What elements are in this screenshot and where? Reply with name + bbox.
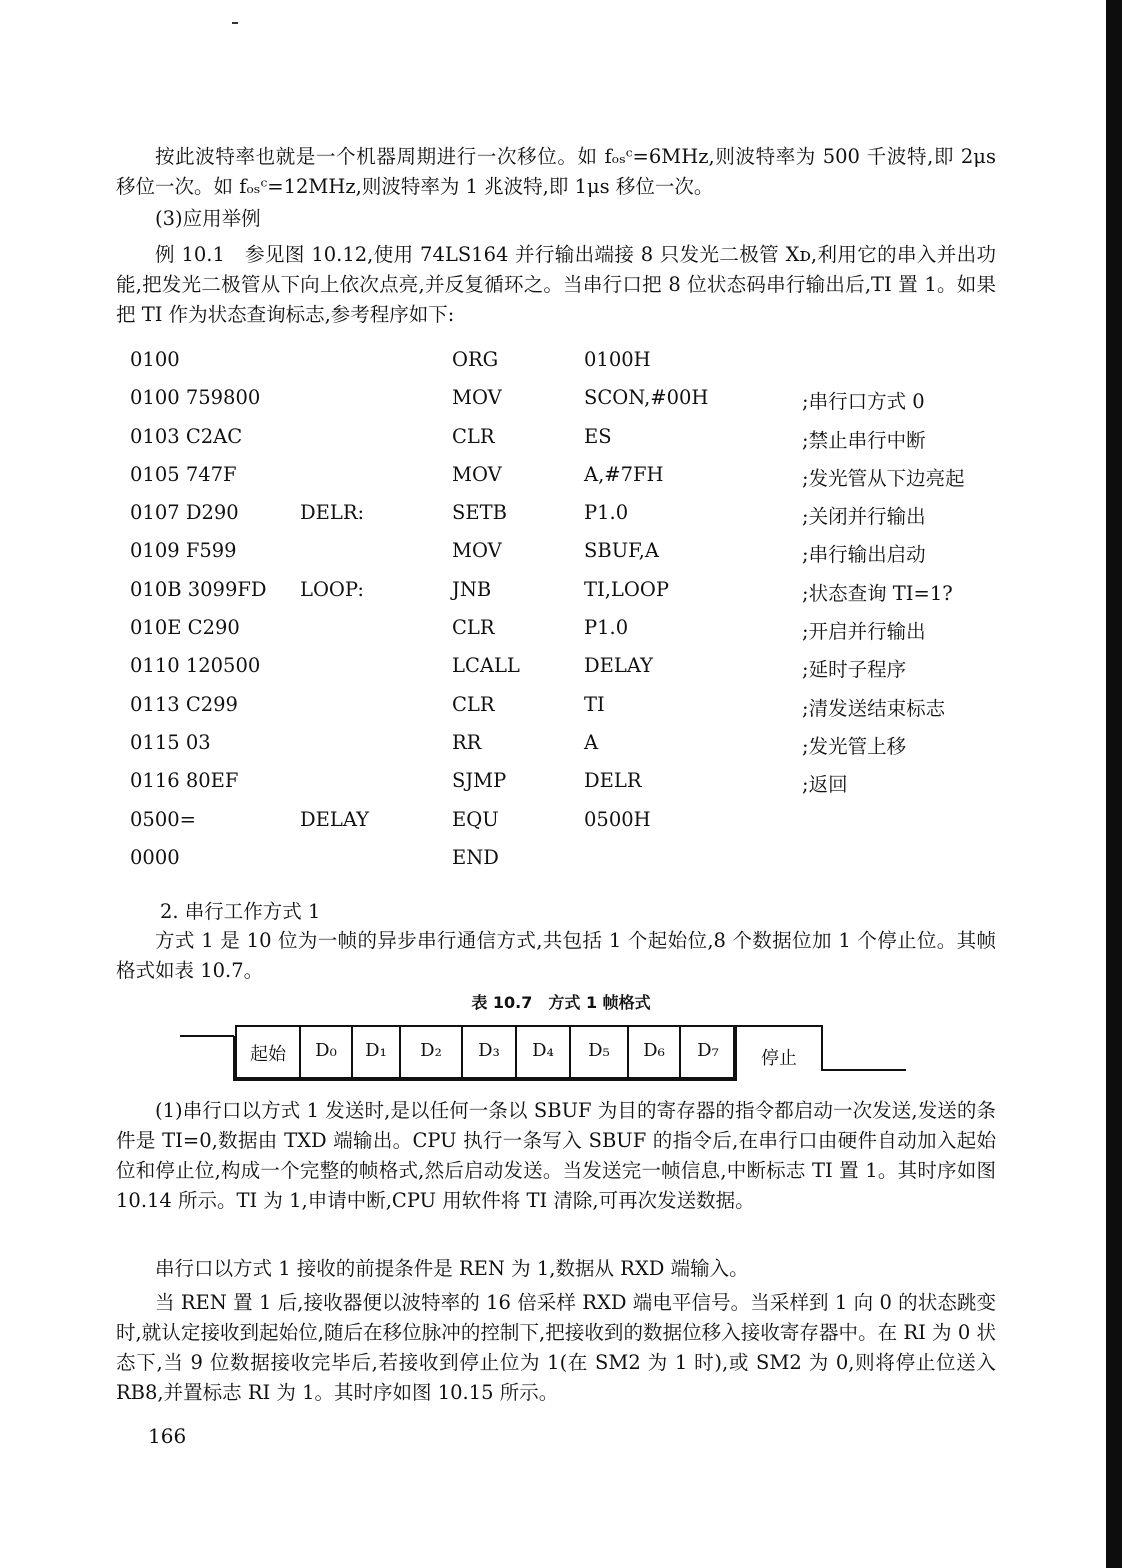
code-comment: ;关闭并行输出 [802, 505, 926, 529]
frame-cell-d5: D₅ [588, 1040, 610, 1061]
code-row [130, 497, 1000, 535]
frame-cell-d0: D₀ [315, 1040, 337, 1061]
section-heading: 2. 串行工作方式 1 [160, 900, 321, 923]
assembly-listing [130, 344, 1000, 880]
code-address: 010E C290 [130, 616, 240, 640]
code-row [130, 421, 1000, 459]
code-comment: ;串行输出启动 [802, 543, 926, 567]
code-opcode: END [452, 845, 499, 869]
code-opcode: CLR [452, 616, 495, 640]
code-opcode: EQU [452, 807, 499, 831]
code-opcode: ORG [452, 348, 499, 371]
frame-cell-start: 起始 [250, 1044, 286, 1065]
code-operand: A [584, 730, 599, 754]
code-address: 0116 80EF [130, 769, 239, 793]
paragraph-example-10-1: 例 10.1 参见图 10.12,使用 74LS164 并行输出端接 8 只发光二极管 Xᴅ,利用它的串入并出功能,把发光二极管从下向上依次点亮,并反复循环之。当串行口把 8 位状态码串行输出后,TI 置 1。如果把 TI 作为状态查询标志,参考程序如下: [116, 243, 996, 326]
code-operand: P1.0 [584, 616, 629, 640]
code-comment: ;串行口方式 0 [802, 390, 925, 414]
code-row [130, 727, 1000, 765]
code-comment: ;发光管上移 [802, 734, 907, 758]
paragraph-baud-rate: 按此波特率也就是一个机器周期进行一次移位。如 fₒₛᶜ=6MHz,则波特率为 500 千波特,即 2μs 移位一次。如 fₒₛᶜ=12MHz,则波特率为 1 兆波特,即 1μs 移位一次。 [116, 145, 996, 198]
code-opcode: MOV [452, 539, 502, 563]
frame-cell-d4: D₄ [532, 1040, 554, 1061]
code-address: 0100 759800 [130, 386, 261, 410]
code-address: 0113 C299 [130, 692, 238, 716]
scan-border [1106, 0, 1122, 1568]
code-address: 0105 747F [130, 462, 237, 486]
code-opcode: MOV [452, 386, 502, 410]
frame-cell-d7: D₇ [697, 1040, 719, 1061]
code-comment: ;延时子程序 [802, 658, 907, 682]
frame-cell-d3: D₃ [478, 1040, 500, 1061]
code-opcode: CLR [452, 424, 495, 448]
code-operand: 0100H [584, 348, 651, 371]
code-opcode: LCALL [452, 654, 520, 678]
code-comment: ;清发送结束标志 [802, 696, 946, 720]
code-row [130, 650, 1000, 688]
code-row [130, 459, 1000, 497]
paragraph-mode1-transmit: (1)串行口以方式 1 发送时,是以任何一条以 SBUF 为目的寄存器的指令都启动一次发送,发送的条件是 TI=0,数据由 TXD 端输出。CPU 执行一条写入 SBUF 的指令后,在串行口由硬件自动加入起始位和停止位,构成一个完整的帧格式,然后启动发送。当发送完一帧信息,中断标志 TI 置 1。其时序如图 10.14 所示。TI 为 1,申请中断,CPU 用软件将 TI 清除,可再次发送数据。 [116, 1099, 996, 1212]
scan-speck [232, 22, 238, 24]
code-comment: ;状态查询 TI=1? [802, 581, 953, 605]
code-operand: P1.0 [584, 501, 629, 525]
code-operand: 0500H [584, 807, 651, 831]
code-label: DELR: [300, 501, 365, 525]
paragraph-mode1-receive: 当 REN 置 1 后,接收器便以波特率的 16 倍采样 RXD 端电平信号。当采样到 1 向 0 的状态跳变时,就认定接收到起始位,随后在移位脉冲的控制下,把接收到的数据位移入接收寄存器中。在 RI 为 0 状态下,当 9 位数据接收完毕后,若接收到停止位为 1(在 SM2 为 1 时),或 SM2 为 0,则将停止位送入 RB8,并置标志 RI 为 1。其时序如图 10.15 所示。 [116, 1291, 996, 1404]
code-opcode: JNB [452, 577, 492, 601]
code-opcode: MOV [452, 462, 502, 486]
code-operand: SBUF,A [584, 539, 659, 563]
code-operand: TI [584, 692, 605, 716]
table-title: 表 10.7 方式 1 帧格式 [471, 993, 651, 1012]
code-address: 0107 D290 [130, 501, 239, 525]
frame-cell-d1: D₁ [365, 1040, 387, 1061]
code-address: 0100 [130, 348, 180, 371]
code-opcode: CLR [452, 692, 495, 716]
frame-cell-d6: D₆ [643, 1040, 665, 1061]
code-operand: ES [584, 424, 612, 448]
code-operand: TI,LOOP [584, 577, 669, 601]
paragraph-mode1-intro: 方式 1 是 10 位为一帧的异步串行通信方式,共包括 1 个起始位,8 个数据位加 1 个停止位。其帧格式如表 10.7。 [116, 929, 996, 982]
code-row [130, 804, 1000, 842]
code-address: 0110 120500 [130, 654, 261, 678]
page-number: 166 [148, 1424, 187, 1448]
code-label: DELAY [300, 807, 369, 831]
code-row [130, 689, 1000, 727]
code-address: 0000 [130, 845, 180, 869]
code-address: 0500= [130, 807, 196, 831]
paragraph-mode1-receive-condition: 串行口以方式 1 接收的前提条件是 REN 为 1,数据从 RXD 端输入。 [155, 1257, 749, 1280]
code-label: LOOP: [300, 577, 364, 601]
code-comment: ;禁止串行中断 [802, 428, 926, 452]
code-row [130, 842, 1000, 880]
code-address: 0115 03 [130, 730, 211, 754]
code-row [130, 382, 1000, 420]
code-operand: SCON,#00H [584, 386, 709, 410]
code-row [130, 535, 1000, 573]
frame-cell-d2: D₂ [420, 1040, 442, 1061]
code-row [130, 344, 1000, 382]
code-address: 0109 F599 [130, 539, 237, 563]
code-operand: DELR [584, 769, 642, 793]
code-comment: ;开启并行输出 [802, 620, 926, 644]
code-operand: DELAY [584, 654, 653, 678]
code-address: 0103 C2AC [130, 424, 243, 448]
paragraph-example-heading: (3)应用举例 [155, 207, 261, 230]
frame-format-diagram [0, 1018, 1122, 1088]
frame-cell-stop: 停止 [761, 1048, 797, 1069]
code-comment: ;返回 [802, 773, 848, 797]
code-row [130, 574, 1000, 612]
code-operand: A,#7FH [584, 462, 664, 486]
code-row [130, 765, 1000, 803]
code-comment: ;发光管从下边亮起 [802, 466, 965, 490]
code-opcode: SETB [452, 501, 507, 525]
code-row [130, 612, 1000, 650]
code-address: 010B 3099FD [130, 577, 267, 601]
code-opcode: SJMP [452, 769, 507, 793]
code-opcode: RR [452, 730, 482, 754]
